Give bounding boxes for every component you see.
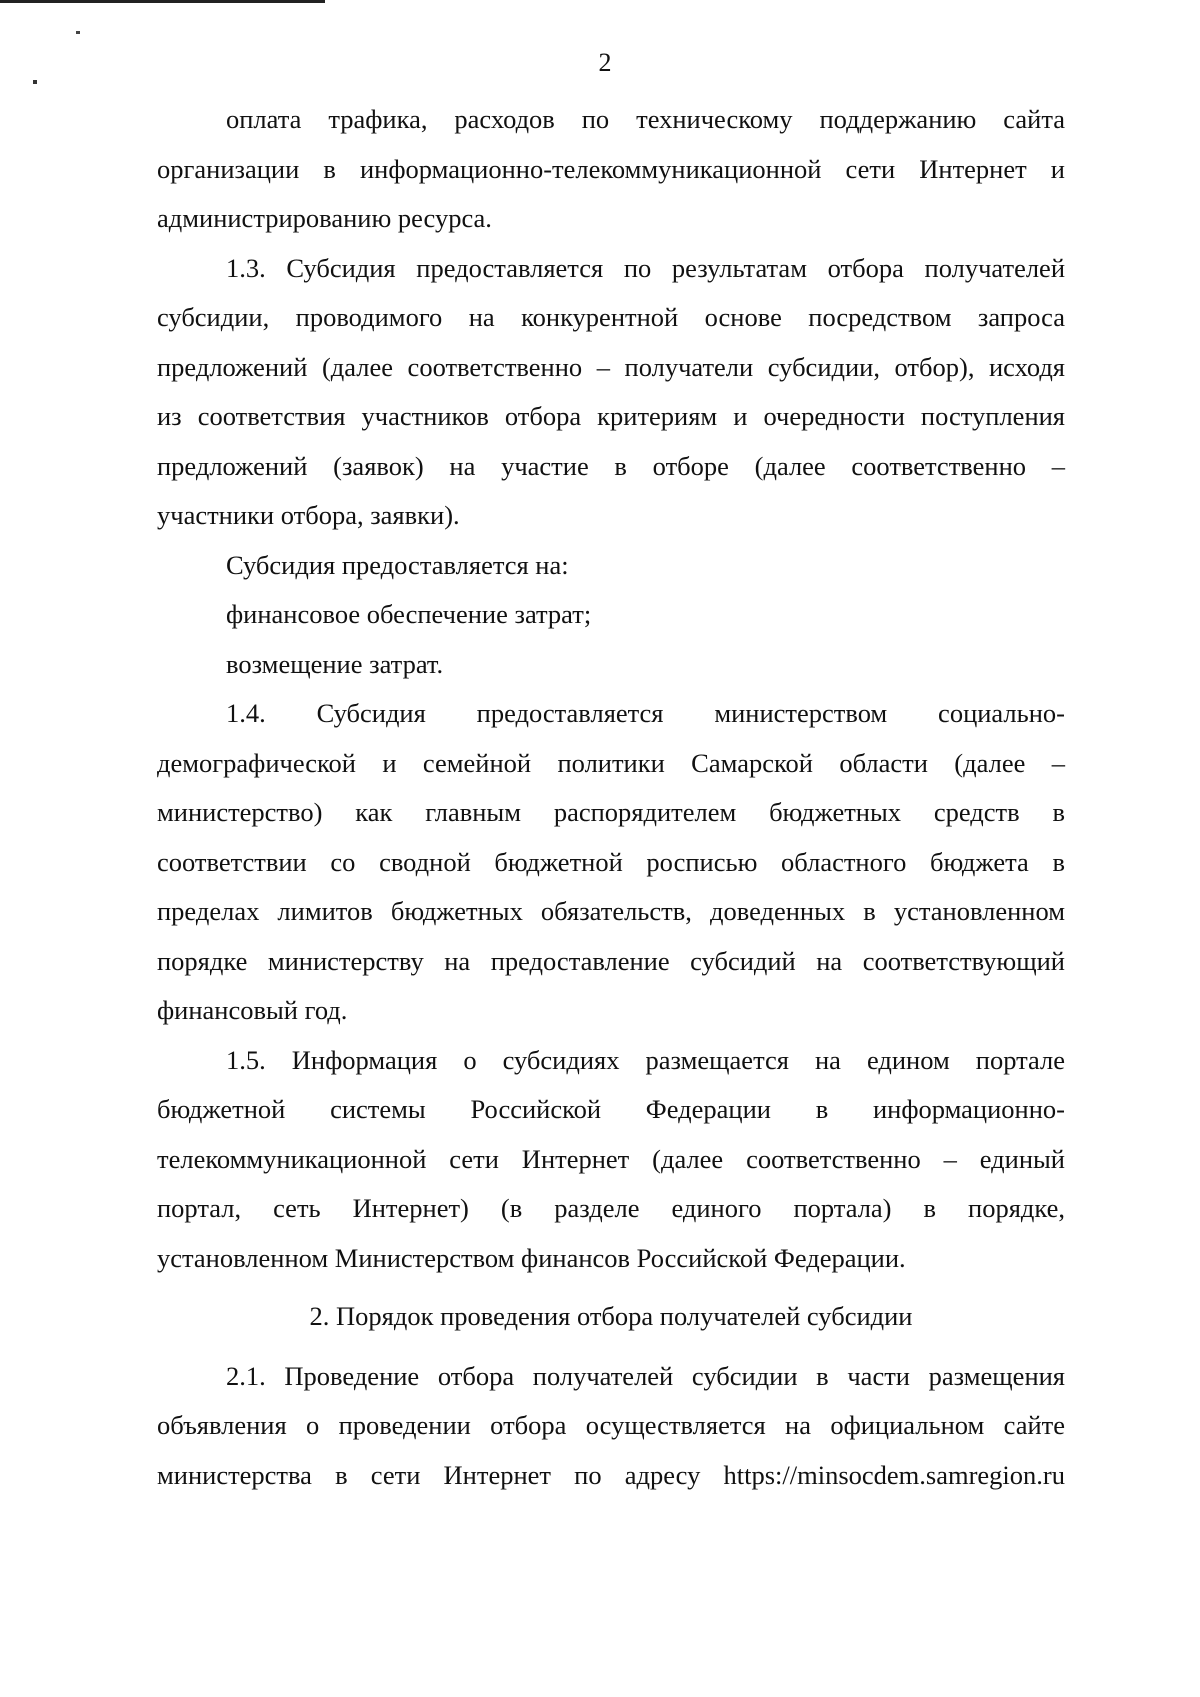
section-heading: 2. Порядок проведения отбора получателей субсидии [309, 1301, 913, 1331]
text-line: оплата трафика, расходов по техническому поддержанию сайта [226, 104, 1065, 134]
document-body [157, 95, 1065, 1500]
text-line: демографической и семейной политики Самарской области (далее – [157, 747, 1065, 778]
text-line: Субсидия предоставляется на: [226, 549, 569, 580]
text-line: предложений (далее соответственно – получатели субсидии, отбор), исходя [157, 351, 1065, 382]
text-line: возмещение затрат. [226, 648, 444, 679]
text-line: финансовый год. [157, 995, 348, 1025]
scan-artifact-line [0, 0, 325, 3]
text-line: субсидии, проводимого на конкурентной основе посредством запроса [157, 302, 1065, 332]
text-line: пределах лимитов бюджетных обязательств, доведенных в установленном [157, 896, 1065, 926]
text-line: 1.4. Субсидия предоставляется министерством социально- [226, 698, 1065, 728]
text-line: предложений (заявок) на участие в отборе (далее соответственно – [157, 450, 1065, 481]
text-line: участники отбора, заявки). [157, 500, 460, 530]
text-line: соответствии со сводной бюджетной росписью областного бюджета в [157, 846, 1065, 877]
text-line: организации в информационно-телекоммуникационной сети Интернет и [157, 153, 1065, 184]
text-line: министерство) как главным распорядителем бюджетных средств в [157, 797, 1065, 827]
text-line: из соответствия участников отбора критериям и очередности поступления [157, 401, 1065, 431]
text-line: портал, сеть Интернет) (в разделе единого портала) в порядке, [157, 1193, 1065, 1223]
scan-artifact-dot [33, 80, 37, 84]
text-line: порядке министерству на предоставление субсидий на соответствующий [157, 945, 1065, 976]
text-line: 2.1. Проведение отбора получателей субсидии в части размещения [226, 1360, 1065, 1391]
text-line: 1.5. Информация о субсидиях размещается на едином портале [226, 1044, 1065, 1075]
text-line: финансовое обеспечение затрат; [226, 599, 592, 629]
text-line: министерства в сети Интернет по адресу https://minsocdem.samregion.ru [157, 1459, 1065, 1490]
text-line: бюджетной системы Российской Федерации в информационно- [157, 1094, 1065, 1124]
text-line: объявления о проведении отбора осуществляется на официальном сайте [157, 1410, 1065, 1440]
text-line: телекоммуникационной сети Интернет (далее соответственно – единый [157, 1143, 1065, 1174]
text-line: 1.3. Субсидия предоставляется по результатам отбора получателей [226, 252, 1065, 283]
scan-artifact-dot [76, 31, 80, 34]
text-line: администрированию ресурса. [157, 203, 492, 233]
text-line: установленном Министерством финансов Российской Федерации. [157, 1242, 906, 1273]
page-number: 2 [598, 48, 612, 77]
